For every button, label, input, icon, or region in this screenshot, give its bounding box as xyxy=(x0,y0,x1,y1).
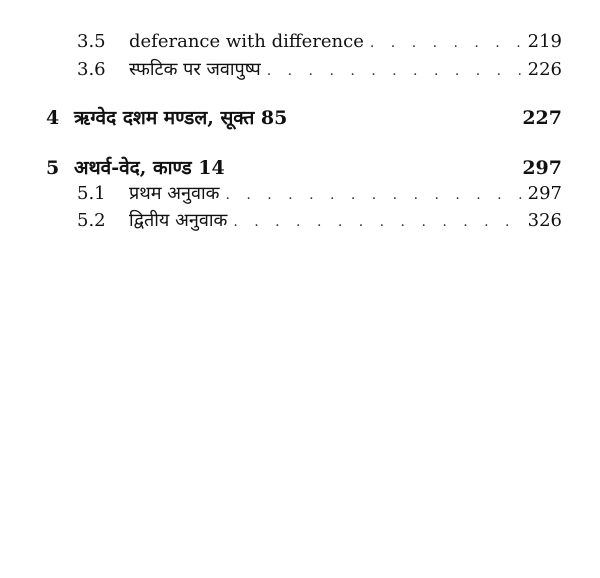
chapter-number: 4 xyxy=(46,107,60,129)
chapter-title: अथर्व-वेद, काण्ड 14 xyxy=(74,157,225,179)
toc-entry-3-6[interactable] xyxy=(77,57,562,81)
page-number: 227 xyxy=(522,107,562,129)
section-title: द्वितीय अनुवाक xyxy=(129,210,228,231)
section-title: स्फटिक पर जवापुष्प xyxy=(129,59,261,80)
dot-leader xyxy=(225,187,523,203)
section-title: प्रथम अनुवाक xyxy=(129,183,220,204)
dot-leader xyxy=(233,214,523,230)
toc-entry-5-1[interactable] xyxy=(77,181,562,205)
dot-leader xyxy=(267,63,524,79)
dot-leader xyxy=(370,35,524,51)
chapter-number: 5 xyxy=(46,157,60,179)
page-number: 297 xyxy=(522,157,562,179)
toc-chapter-4[interactable] xyxy=(46,104,562,130)
page-number: 219 xyxy=(527,31,562,52)
page-number: 297 xyxy=(527,183,562,204)
section-title: deferance with difference xyxy=(129,31,364,52)
section-number: 3.6 xyxy=(77,59,106,80)
section-number: 3.5 xyxy=(77,31,106,52)
section-number: 5.1 xyxy=(77,183,106,204)
page-number: 326 xyxy=(527,210,562,231)
toc-entry-3-5[interactable] xyxy=(77,31,562,52)
section-number: 5.2 xyxy=(77,210,106,231)
toc-entry-5-2[interactable] xyxy=(77,208,562,232)
toc-chapter-5[interactable] xyxy=(46,154,562,180)
chapter-title: ऋग्वेद दशम मण्डल, सूक्त 85 xyxy=(74,107,288,129)
page-number: 226 xyxy=(527,59,562,80)
